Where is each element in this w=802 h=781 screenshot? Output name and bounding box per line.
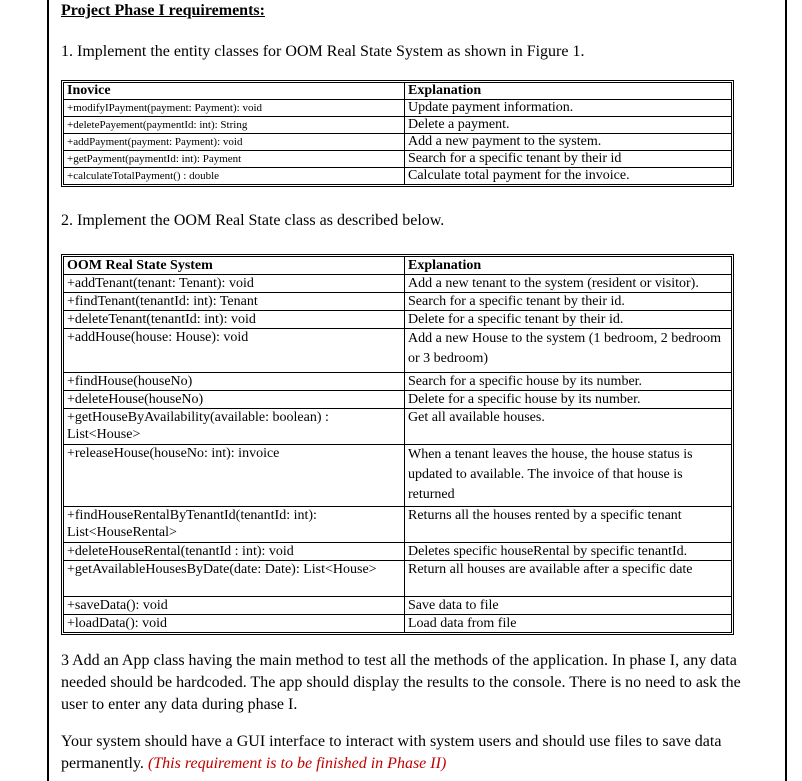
method-cell: +findHouseRentalByTenantId(tenantId: int): List<HouseRental>: [64, 507, 405, 543]
system-table: [63, 256, 732, 633]
explanation-cell: Save data to file: [405, 597, 732, 615]
method-cell: +calculateTotalPayment() : double: [64, 168, 405, 185]
explanation-cell: When a tenant leaves the house, the house status is updated to available. The invoice of that house is returned: [405, 445, 732, 507]
method-cell: +deleteTenant(tenantId: int): void: [64, 311, 405, 329]
table-header-row: [64, 257, 732, 275]
explanation-cell: Delete for a specific house by its number.: [405, 391, 732, 409]
table-row: [64, 329, 732, 373]
method-cell: +deleteHouse(houseNo): [64, 391, 405, 409]
explanation-cell: Get all available houses.: [405, 409, 732, 445]
table-row: [64, 409, 732, 445]
method-cell: +addHouse(house: House): void: [64, 329, 405, 373]
table-row: [64, 373, 732, 391]
column-header: Explanation: [405, 257, 732, 275]
explanation-cell: Add a new payment to the system.: [405, 134, 732, 151]
method-cell: +deletePayement(paymentId: int): String: [64, 117, 405, 134]
explanation-cell: Add a new tenant to the system (resident or visitor).: [405, 275, 732, 293]
table-row: [64, 597, 732, 615]
table-row: [64, 293, 732, 311]
table-row: [64, 391, 732, 409]
table-header-row: [64, 83, 732, 100]
invoice-table: [63, 82, 732, 185]
requirement-2: 2. Implement the OOM Real State class as described below.: [61, 212, 445, 229]
column-header: OOM Real State System: [64, 257, 405, 275]
requirement-4: [61, 731, 751, 775]
method-cell: +addPayment(payment: Payment): void: [64, 134, 405, 151]
table-row: [64, 134, 732, 151]
explanation-cell: Delete for a specific tenant by their id.: [405, 311, 732, 329]
requirement-4-text: Your system should have a GUI interface to interact with system users and should use files to save data permanently.: [61, 733, 722, 772]
table-row: [64, 561, 732, 597]
explanation-cell: Load data from file: [405, 615, 732, 633]
table-row: [64, 543, 732, 561]
method-cell: +getPayment(paymentId: int): Payment: [64, 151, 405, 168]
method-cell: +findTenant(tenantId: int): Tenant: [64, 293, 405, 311]
explanation-cell: Search for a specific house by its number.: [405, 373, 732, 391]
method-cell: +getAvailableHousesByDate(date: Date): List<House>: [64, 561, 405, 597]
method-cell: +addTenant(tenant: Tenant): void: [64, 275, 405, 293]
explanation-cell: Return all houses are available after a specific date: [405, 561, 732, 597]
explanation-cell: Update payment information.: [405, 100, 732, 117]
table-row: [64, 100, 732, 117]
method-cell: +getHouseByAvailability(available: boolean) : List<House>: [64, 409, 405, 445]
table-row: [64, 311, 732, 329]
method-cell: +loadData(): void: [64, 615, 405, 633]
table-row: [64, 151, 732, 168]
table-row: [64, 275, 732, 293]
method-cell: +saveData(): void: [64, 597, 405, 615]
table-row: [64, 615, 732, 633]
explanation-cell: Returns all the houses rented by a specific tenant: [405, 507, 732, 543]
explanation-cell: Deletes specific houseRental by specific tenantId.: [405, 543, 732, 561]
method-cell: +modifyIPayment(payment: Payment): void: [64, 100, 405, 117]
explanation-cell: Add a new House to the system (1 bedroom, 2 bedroom or 3 bedroom): [405, 329, 732, 373]
explanation-cell: Search for a specific tenant by their id: [405, 151, 732, 168]
table-row: [64, 445, 732, 507]
table-row: [64, 117, 732, 134]
phase-note: (This requirement is to be finished in Phase II): [147, 755, 447, 772]
method-cell: +findHouse(houseNo): [64, 373, 405, 391]
explanation-cell: Delete a payment.: [405, 117, 732, 134]
column-header: Inovice: [64, 83, 405, 100]
explanation-cell: Search for a specific tenant by their id.: [405, 293, 732, 311]
method-cell: +deleteHouseRental(tenantId : int): void: [64, 543, 405, 561]
column-header: Explanation: [405, 83, 732, 100]
table-row: [64, 168, 732, 185]
explanation-cell: Calculate total payment for the invoice.: [405, 168, 732, 185]
requirement-1: 1. Implement the entity classes for OOM Real State System as shown in Figure 1.: [61, 43, 585, 60]
table-row: [64, 507, 732, 543]
requirement-3: 3 Add an App class having the main method to test all the methods of the application. In phase I, any data needed should be hardcoded. The app should display the results to the console. There is no need to ask the user to enter any data during phase I.: [61, 652, 741, 713]
method-cell: +releaseHouse(houseNo: int): invoice: [64, 445, 405, 507]
page-title: Project Phase I requirements:: [61, 2, 265, 19]
